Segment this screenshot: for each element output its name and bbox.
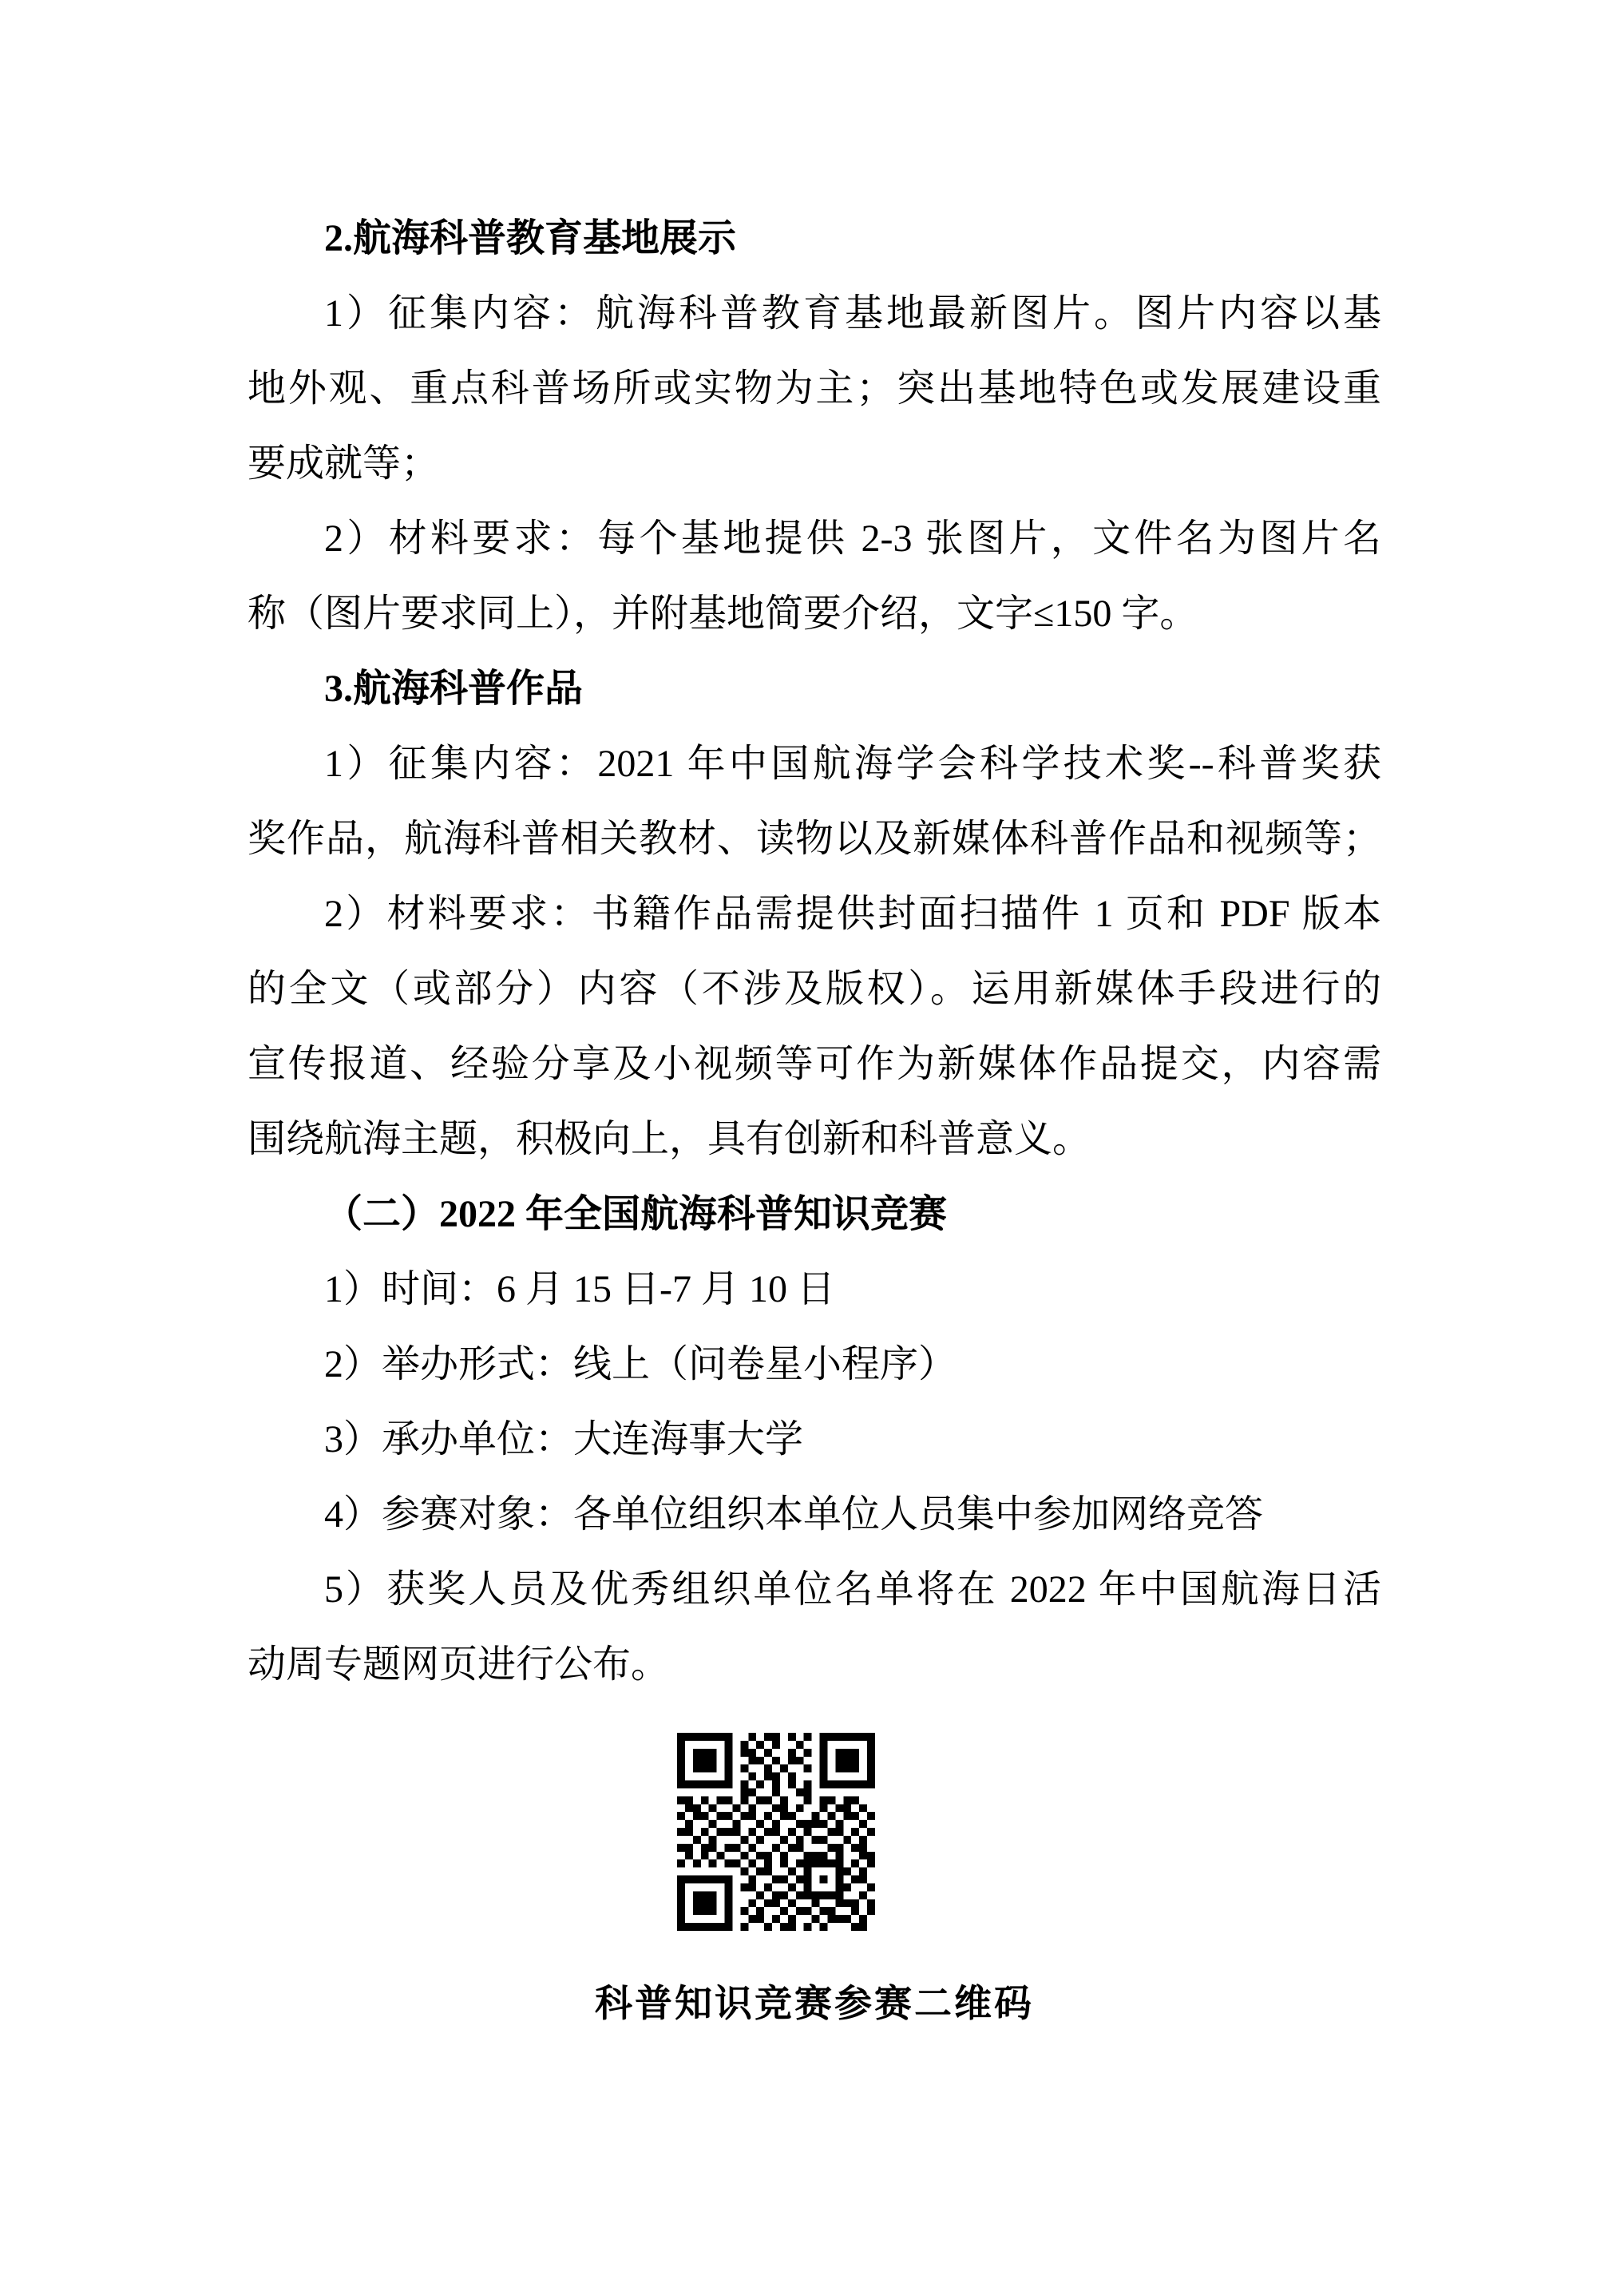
text-line: 2）材料要求：书籍作品需提供封面扫描件 1 页和 PDF 版本 (324, 893, 1381, 935)
text-line: 地外观、重点科普场所或实物为主；突出基地特色或发展建设重 (248, 367, 1381, 410)
qr-section (248, 1702, 1381, 2028)
text-line: 宣传报道、经验分享及小视频等可作为新媒体作品提交，内容需 (248, 1043, 1381, 1085)
text-line: 1）时间：6 月 15 日-7 月 10 日 (324, 1268, 835, 1310)
heading-line: 2.航海科普教育基地展示 (324, 217, 737, 260)
document-body (248, 201, 1381, 1702)
text-line: 1）征集内容：2021 年中国航海学会科学技术奖--科普奖获 (324, 743, 1381, 785)
qr-caption: 科普知识竞赛参赛二维码 (595, 1984, 1034, 2025)
text-line: 3）承办单位：大连海事大学 (324, 1418, 804, 1461)
text-line: 4）参赛对象：各单位组织本单位人员集中参加网络竞答 (324, 1493, 1264, 1536)
text-line: 奖作品，航海科普相关教材、读物以及新媒体科普作品和视频等； (248, 818, 1381, 860)
heading-line: （二）2022 年全国航海科普知识竞赛 (324, 1193, 948, 1235)
qr-code (677, 1731, 875, 1932)
qr-code-icon (677, 1731, 875, 1932)
text-line: 的全文（或部分）内容（不涉及版权）。运用新媒体手段进行的 (248, 968, 1381, 1010)
heading-line: 3.航海科普作品 (324, 668, 584, 710)
text-line: 要成就等； (248, 442, 440, 485)
text-line: 动周专题网页进行公布。 (248, 1643, 670, 1686)
text-line: 2）材料要求：每个基地提供 2-3 张图片，文件名为图片名 (324, 517, 1381, 560)
text-line: 2）举办形式：线上（问卷星小程序） (324, 1343, 957, 1385)
text-line: 5）获奖人员及优秀组织单位名单将在 2022 年中国航海日活 (324, 1568, 1381, 1611)
text-line: 1）征集内容：航海科普教育基地最新图片。图片内容以基 (324, 292, 1381, 335)
text-line: 称（图片要求同上），并附基地简要介绍，文字≤150 字。 (248, 593, 1198, 635)
text-line: 围绕航海主题，积极向上，具有创新和科普意义。 (248, 1118, 1091, 1160)
